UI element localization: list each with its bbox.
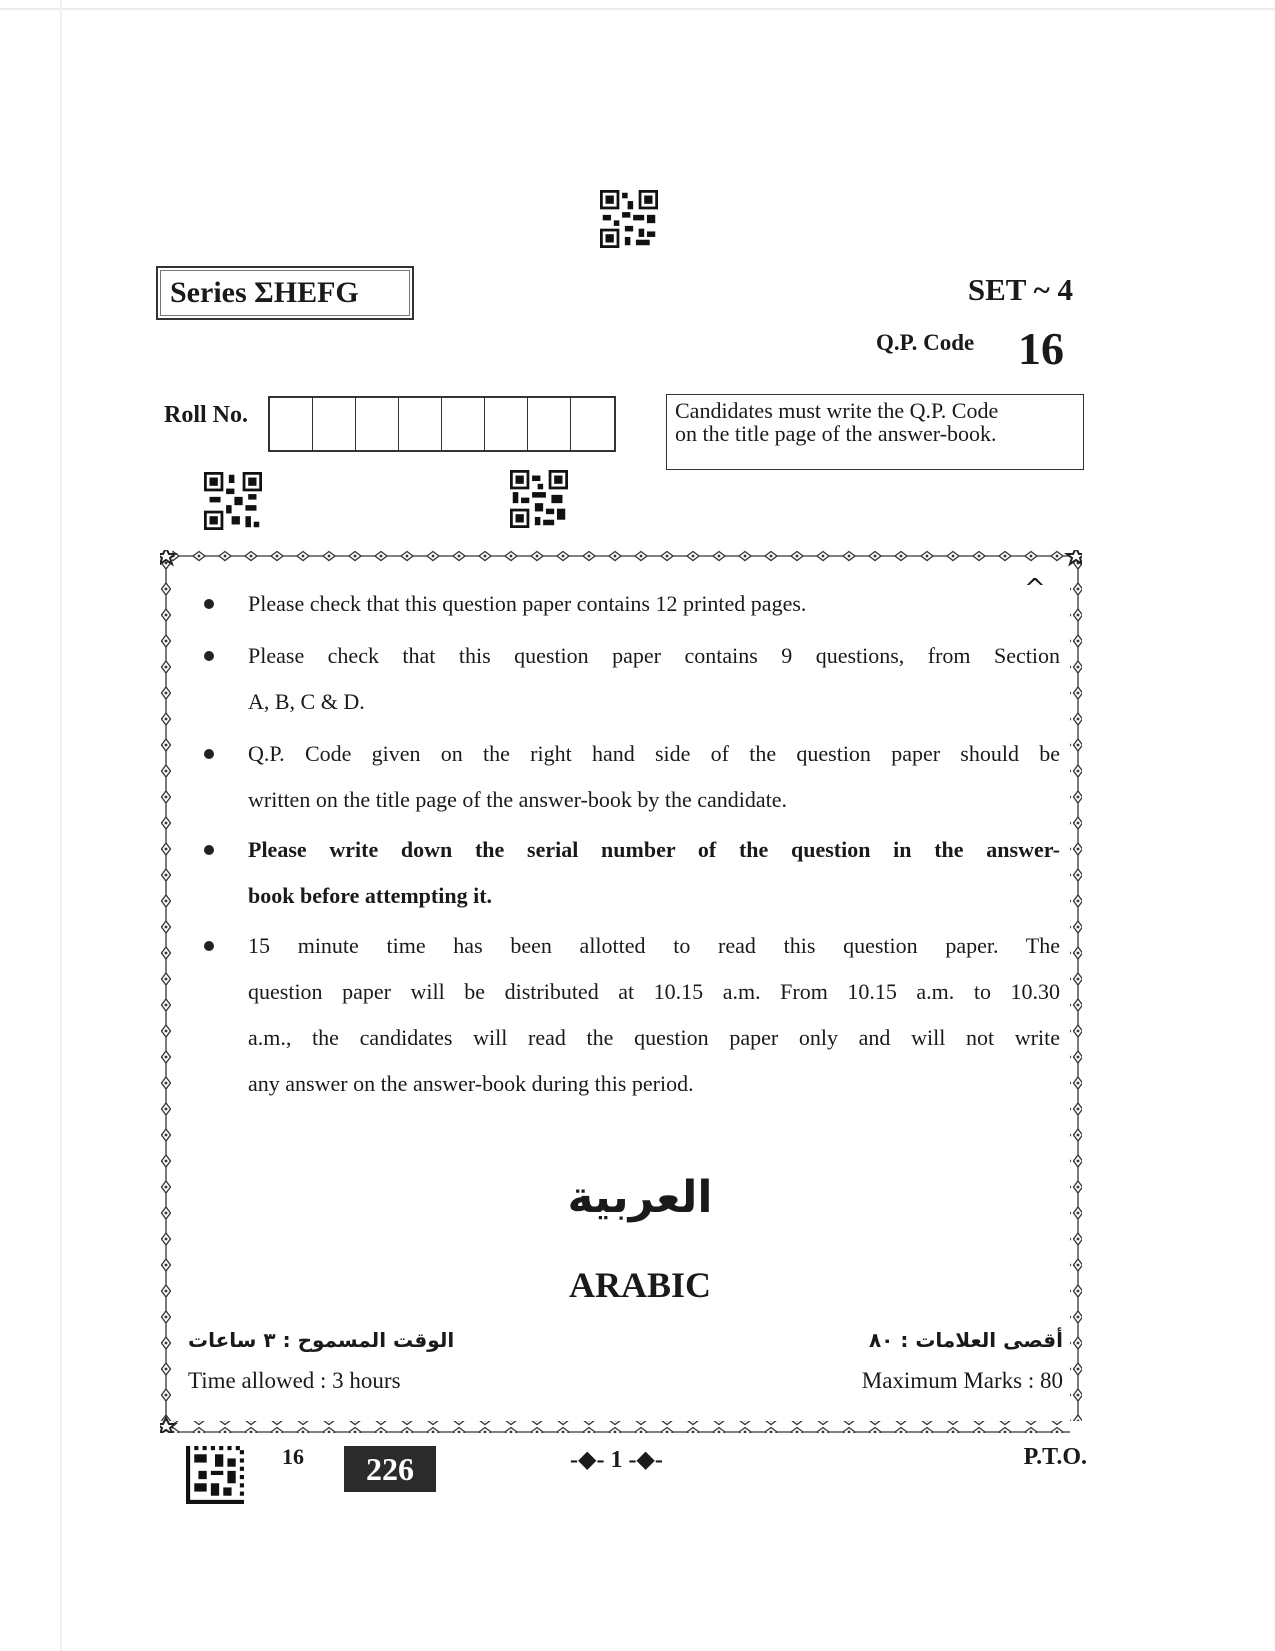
page-edge xyxy=(60,0,62,1651)
instruction-line: Please write down the serial number of the question in the answer- xyxy=(248,837,1060,862)
qr-code-left xyxy=(204,472,262,530)
instruction-line: a.m., the candidates will read the question paper only and will not write xyxy=(248,1025,1060,1050)
page-number: -◆- 1 -◆- xyxy=(570,1447,663,1473)
pto-label: P.T.O. xyxy=(1023,1444,1087,1470)
candidate-note-line: on the title page of the answer-book. xyxy=(675,421,997,446)
candidate-note-line: Candidates must write the Q.P. Code xyxy=(675,398,999,423)
qp-code-label: Q.P. Code xyxy=(876,330,975,355)
maximum-marks-arabic: أقصى العلامات : ٨٠ xyxy=(868,1328,1063,1352)
qr-code-center xyxy=(510,470,568,528)
bullet-icon xyxy=(204,599,214,609)
subject-title: ARABIC xyxy=(568,1265,711,1305)
footer-badge: 226 xyxy=(344,1446,436,1492)
bullet-icon xyxy=(204,845,214,855)
instruction-line: Q.P. Code given on the right hand side of the question paper should be xyxy=(248,741,1060,766)
instruction-line: Please check that this question paper contains 12 printed pages. xyxy=(248,591,807,616)
bullet-icon xyxy=(204,941,214,951)
roll-number-boxes[interactable] xyxy=(268,396,616,452)
instruction-line: written on the title page of the answer-book by the candidate. xyxy=(248,787,787,812)
roll-number-label: Roll No. xyxy=(164,402,248,428)
roll-number-cell[interactable] xyxy=(485,398,528,450)
roll-number-cell[interactable] xyxy=(442,398,485,450)
instruction-line: any answer on the answer-book during this period. xyxy=(248,1071,694,1096)
page-edge xyxy=(0,8,1275,10)
set-label: SET ~ 4 xyxy=(967,272,1073,307)
roll-number-cell[interactable] xyxy=(571,398,614,450)
time-allowed: Time allowed : 3 hours xyxy=(188,1368,401,1393)
time-allowed-arabic: الوقت المسموح : ٣ ساعات xyxy=(188,1328,455,1352)
roll-number-cell[interactable] xyxy=(528,398,571,450)
roll-number-cell[interactable] xyxy=(399,398,442,450)
instruction-line: A, B, C & D. xyxy=(248,689,365,714)
footer-qp-code: 16 xyxy=(282,1444,304,1469)
qr-code-top xyxy=(600,190,658,248)
bullet-icon xyxy=(204,749,214,759)
instruction-line: 15 minute time has been allotted to read this question paper. The xyxy=(248,933,1060,958)
qp-code-value: 16 xyxy=(1018,323,1064,374)
maximum-marks: Maximum Marks : 80 xyxy=(861,1368,1063,1393)
roll-number-cell[interactable] xyxy=(356,398,399,450)
instruction-line: book before attempting it. xyxy=(248,883,493,908)
series-box: Series ΣHEFG xyxy=(156,266,414,320)
candidate-note-box xyxy=(666,394,1084,470)
instruction-line: Please check that this question paper contains 9 questions, from Section xyxy=(248,643,1060,668)
instruction-line: question paper will be distributed at 10.15 a.m. From 10.15 a.m. to 10.30 xyxy=(248,979,1060,1004)
roll-number-cell[interactable] xyxy=(270,398,313,450)
subject-title-arabic: العربية xyxy=(567,1172,713,1223)
datamatrix-code xyxy=(186,1446,244,1504)
caret-mark: ^ xyxy=(1024,574,1046,604)
roll-number-cell[interactable] xyxy=(313,398,356,450)
bullet-icon xyxy=(204,651,214,661)
